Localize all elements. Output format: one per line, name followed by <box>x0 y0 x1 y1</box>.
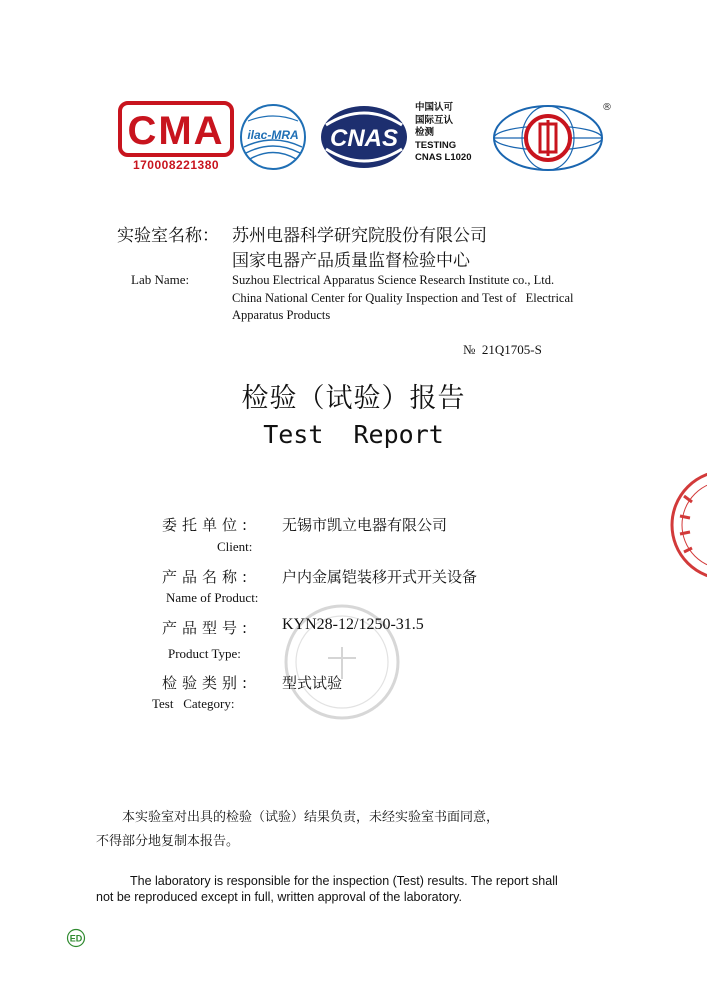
test-category-label-cn: 检验类别: <box>162 674 253 692</box>
product-name-value: 户内金属铠装移开式开关设备 <box>282 568 478 586</box>
lab-name-en-label: Lab Name: <box>131 272 190 287</box>
product-name-label-en: Name of Product: <box>166 590 259 605</box>
cnas-line: 检测 <box>415 127 435 138</box>
disclaimer-en-line: The laboratory is responsible for the inspection (Test) results. The report shall <box>130 874 558 888</box>
lab-name-cn-label: 实验室名称： <box>117 226 219 246</box>
product-type-label-cn: 产品型号: <box>162 619 253 637</box>
cqc-globe-logo <box>492 100 610 172</box>
product-type-value: KYN28-12/1250-31.5 <box>282 616 424 633</box>
footer-mark-text: ED <box>69 933 83 944</box>
client-label-en: Client: <box>217 539 253 554</box>
cma-number: 170008221380 <box>132 158 220 172</box>
report-title-cn: 检验（试验）报告 <box>241 383 466 414</box>
red-seal-partial <box>668 466 707 584</box>
lab-name-cn-line-1: 苏州电器科学研究院股份有限公司 <box>232 226 487 246</box>
cnas-line: CNAS L1020 <box>415 152 472 163</box>
ilac-text: ilac-MRA <box>247 128 299 142</box>
test-category-label-en: Test Category: <box>152 696 235 711</box>
disclaimer-en <box>96 873 636 905</box>
cnas-line: 中国认可 <box>415 102 454 113</box>
disclaimer-en-line: not be reproduced except in full, written approval of the laboratory. <box>96 890 462 904</box>
client-value: 无锡市凯立电器有限公司 <box>282 516 448 534</box>
cnas-logo <box>318 103 410 171</box>
registered-mark: ® <box>602 102 612 113</box>
ilac-mra-logo <box>234 103 312 171</box>
lab-name-en-line: Apparatus Products <box>232 308 331 322</box>
lab-name-en-line: China National Center for Quality Inspection and Test of Electrical <box>232 290 574 305</box>
cnas-text: CNAS <box>329 125 399 152</box>
footer-ed-mark-icon <box>66 928 86 948</box>
disclaimer-cn <box>96 806 616 854</box>
report-title-en-text: Test Report <box>263 420 444 449</box>
client-label-cn: 委托单位: <box>162 516 253 534</box>
cnas-line: TESTING <box>415 139 457 151</box>
lab-name-cn-line-2: 国家电器产品质量监督检验中心 <box>232 251 470 271</box>
lab-name-en-line: Suzhou Electrical Apparatus Science Research Institute co., Ltd. <box>232 273 555 287</box>
cma-letters: CMA <box>127 109 225 153</box>
report-title-en <box>0 420 707 449</box>
cnas-accreditation-text <box>415 102 472 165</box>
report-number: № 21Q1705-S <box>463 342 542 357</box>
lab-name-en <box>232 272 642 325</box>
disclaimer-cn-line: 不得部分地复制本报告。 <box>96 834 240 849</box>
product-type-label-en: Product Type: <box>168 646 241 661</box>
test-category-value: 型式试验 <box>282 674 343 692</box>
product-name-label-cn: 产品名称: <box>162 568 253 586</box>
cma-logo <box>118 100 234 158</box>
cnas-line: 国际互认 <box>415 114 454 126</box>
disclaimer-cn-line: 本实验室对出具的检验（试验）结果负责，未经实验室书面同意， <box>122 810 500 825</box>
